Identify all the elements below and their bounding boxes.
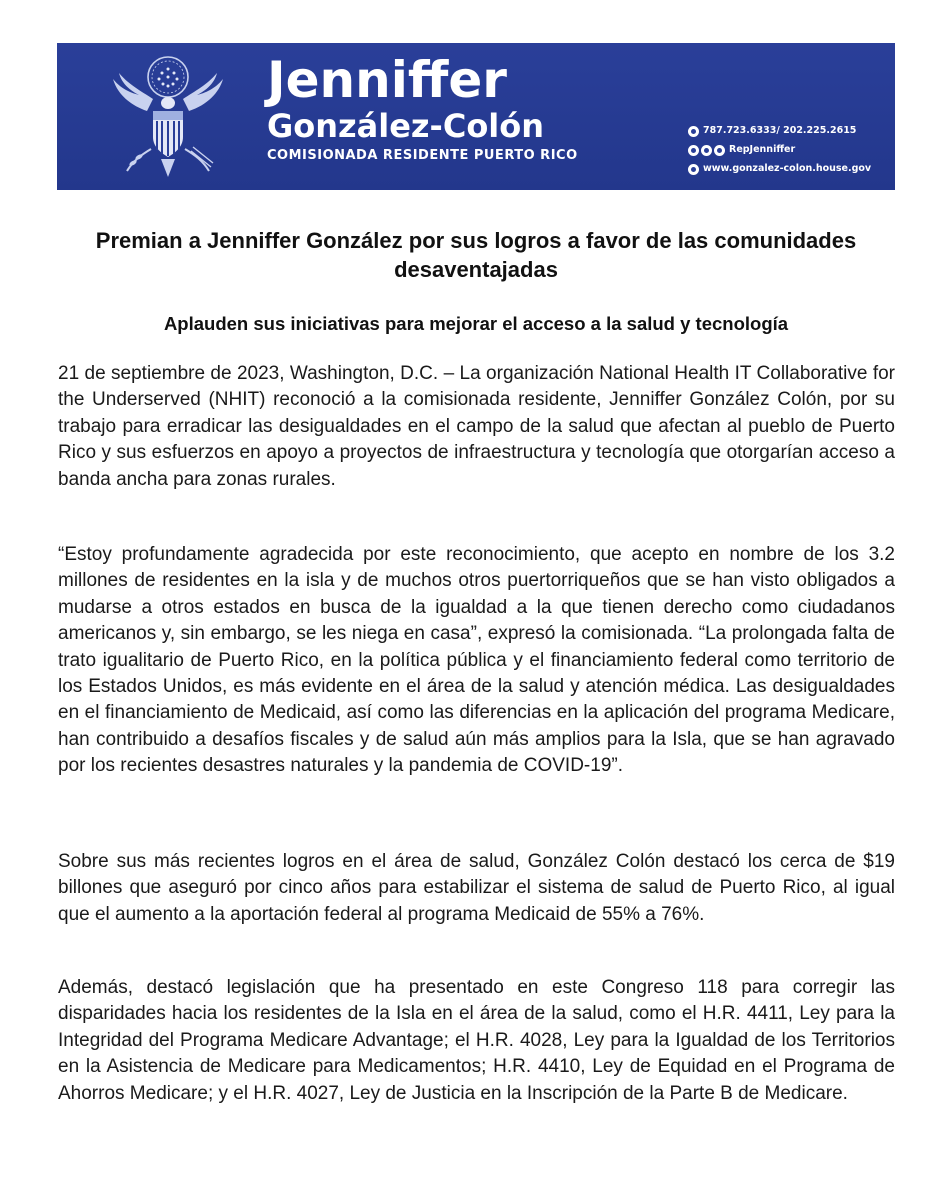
phone-icon: [688, 126, 699, 137]
contact-web: [688, 161, 893, 177]
contact-web-text: www.gonzalez-colon.house.gov: [703, 163, 872, 174]
article-title: Premian a Jenniffer González por sus logros a favor de las comunidades desaventajadas: [95, 228, 857, 282]
paragraph-3: Sobre sus más recientes logros en el área de salud, González Colón destacó los cerca de $19 billones que aseguró por cinco años para estabilizar el sistema de salud de Puerto Rico, al igual que el aumento a la aportación federal al programa Medicaid de 55% a 76%.: [58, 851, 895, 925]
globe-icon: [688, 164, 699, 175]
contact-phone-text: 787.723.6333/ 202.225.2615: [703, 125, 857, 136]
contact-list: [688, 123, 893, 180]
facebook-icon: [688, 145, 699, 156]
contact-social: [688, 142, 893, 158]
instagram-icon: [701, 145, 712, 156]
paragraph-2: “Estoy profundamente agradecida por este reconocimiento, que acepto en nombre de los 3.2 millones de residentes en la isla y de muchos otros puertorriqueños que se han visto obligados a mudarse a otros estados en busca de la igualdad a la que tienen derecho como ciudadanos americanos y, sin embargo, se les niega en casa”, expresó la comisionada. “La prolongada falta de trato igualitario de Puerto Rico, en la política pública y el financiamiento federal como territorio de los Estados Unidos, es más evidente en el área de la salud y atención médica. Las desigualdades en el financiamiento de Medicaid, así como las diferencias en la aplicación del programa Medicare, han contribuido a desafíos fiscales y de salud aún más amplios para la Isla, que se han agravado por los recientes desastres naturales y la pandemia de COVID-19”.: [58, 544, 895, 777]
contact-social-text: RepJenniffer: [729, 144, 796, 155]
header-banner: [57, 43, 895, 190]
name-block: [267, 51, 587, 165]
paragraph-4: Además, destacó legislación que ha presentado en este Congreso 118 para corregir las disparidades hacia los residentes de la Isla en el área de la salud, como el H.R. 4411, Ley para la Integridad del Programa Medicare Advantage; el H.R. 4028, Ley para la Igualdad de los Territorios en la Asistencia de Medicare para Medicamentos; H.R. 4410, Ley de Equidad en el Programa de Ahorros Medicare; y el H.R. 4027, Ley de Justicia en la Inscripción de la Parte B de Medicare.: [58, 977, 895, 1104]
article-subtitle: Aplauden sus iniciativas para mejorar el acceso a la salud y tecnología: [163, 313, 789, 334]
name-first: Jenniffer: [267, 51, 507, 109]
contact-phone: [688, 123, 893, 139]
eagle-seal-icon: [107, 49, 229, 185]
paragraph-1: 21 de septiembre de 2023, Washington, D.C. – La organización National Health IT Collaborative for the Underserved (NHIT) reconoció a la comisionada residente, Jenniffer González Colón, por su trabajo para erradicar las desigualdades en el campo de la salud que afectan al pueblo de Puerto Rico y sus esfuerzos en apoyo a proyectos de infraestructura y tecnología que otorgarían acceso a banda ancha para zonas rurales.: [58, 363, 895, 490]
role-title: COMISIONADA RESIDENTE PUERTO RICO: [267, 148, 578, 163]
name-last: González-Colón: [267, 107, 545, 145]
twitter-icon: [714, 145, 725, 156]
